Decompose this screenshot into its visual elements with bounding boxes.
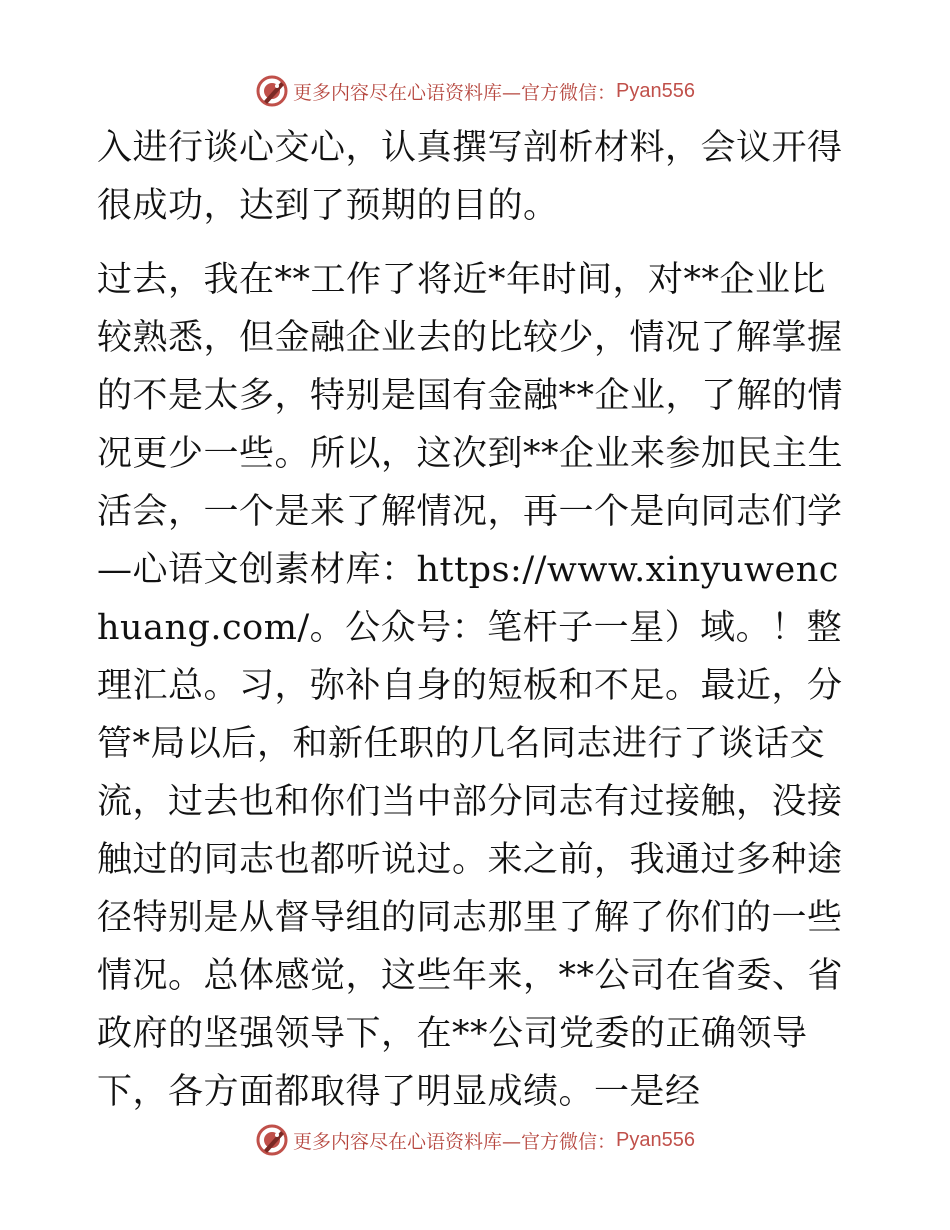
header-banner-text: 更多内容尽在心语资料库—官方微信： [293,81,617,104]
document-body [97,119,857,1121]
footer-banner-text: 更多内容尽在心语资料库—官方微信： [293,1130,617,1153]
paragraph-1: 入进行谈心交心，认真撰写剖析材料，会议开得很成功，达到了预期的目的。 [97,128,843,226]
pen-nib-icon [255,74,289,108]
footer-banner [0,1120,950,1160]
pen-nib-icon [255,1123,289,1157]
footer-banner-id: Pyan556 [616,1128,695,1151]
paragraph-2: 过去，我在**工作了将近*年时间，对**企业比较熟悉，但金融企业去的比较少，情况了解掌握的不是太多，特别是国有金融**企业，了解的情况更少一些。所以，这次到**企业来参加民主生活会，一个是来了解情况，再一个是向同志们学—心语文创素材库：https://www.xinyuwenchuang.com/。公众号：笔杆子一星）域。！整理汇总。习，弥补自身的短板和不足。最近，分管*局以后，和新任职的几名同志进行了谈话交流，过去也和你们当中部分同志有过接触，没接触过的同志也都听说过。来之前，我通过多种途径特别是从督导组的同志那里了解了你们的一些情况。总体感觉，这些年来，**公司在省委、省政府的坚强领导下，在**公司党委的正确领导下，各方面都取得了明显成绩。一是经 [97,260,844,1112]
header-banner-id: Pyan556 [616,79,695,102]
header-banner [0,71,950,111]
